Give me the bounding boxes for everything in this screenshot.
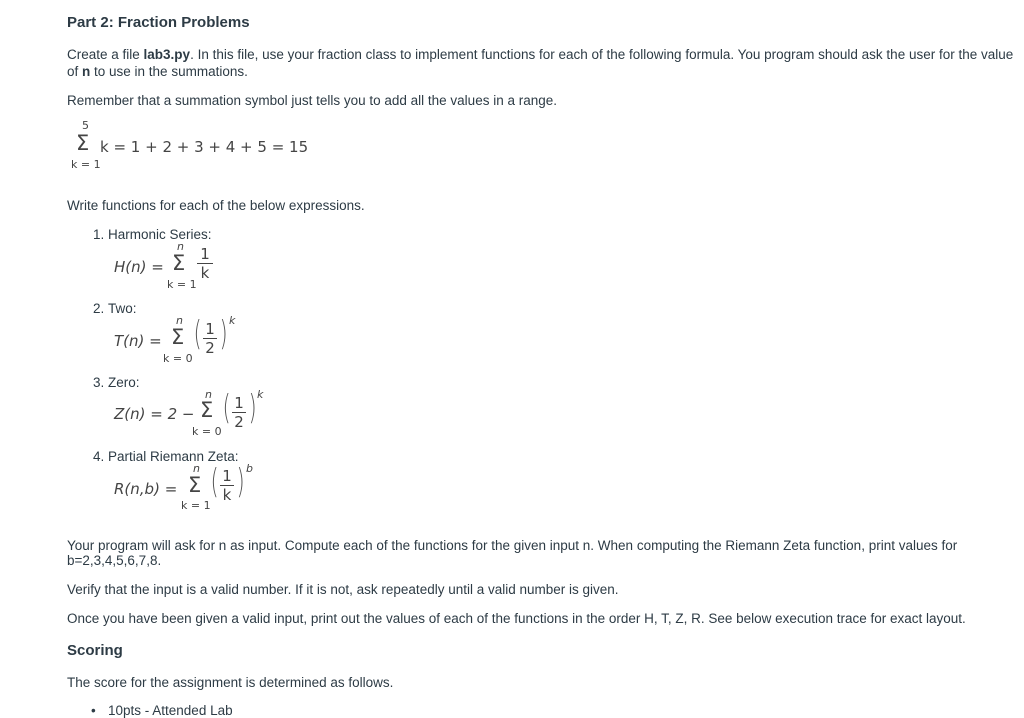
intro-filename: lab3.py <box>143 47 191 62</box>
formula-lhs: R(n,b) = <box>114 480 178 498</box>
fraction-denominator: 2 <box>232 412 246 431</box>
program-text-line-2: b=2,3,4,5,6,7,8. <box>67 553 162 568</box>
item-label: Harmonic Series: <box>108 227 212 242</box>
sigma-symbol: Σ <box>200 398 214 422</box>
intro-var-n: n <box>82 64 91 79</box>
item-number: 2. <box>93 301 105 316</box>
item-label: Two: <box>108 301 137 316</box>
fraction <box>203 320 217 357</box>
exponent: k <box>257 388 264 401</box>
fraction-numerator: 1 <box>205 320 215 338</box>
formula-lhs: Z(n) = 2 − <box>114 405 195 423</box>
fraction <box>220 467 234 504</box>
sigma-symbol: Σ <box>188 473 202 497</box>
fraction-numerator: 1 <box>222 467 232 485</box>
sum-upper: n <box>176 314 183 327</box>
item-number: 1. <box>93 227 105 242</box>
sum-upper: n <box>193 462 200 475</box>
once-text: Once you have been given a valid input, print out the values of each of the functions in the order H, T, Z, R. See below execution trace for exact layout. <box>67 611 966 626</box>
item-number: 4. <box>93 449 105 464</box>
intro-text-a: Create a file <box>67 47 144 62</box>
left-paren: ( <box>193 314 202 354</box>
sigma-symbol: Σ <box>76 131 90 155</box>
sum-lower: k = 0 <box>163 352 193 365</box>
right-paren: ) <box>248 388 257 428</box>
intro-text-c: of <box>67 64 83 79</box>
exponent: k <box>229 314 236 327</box>
item-label: Partial Riemann Zeta: <box>108 449 239 464</box>
fraction-denominator: k <box>220 485 234 504</box>
scoring-item: 10pts - Attended Lab <box>108 703 233 718</box>
formula-lhs: H(n) = <box>114 258 164 276</box>
item-number: 3. <box>93 375 105 390</box>
sum-lower: k = 1 <box>181 499 211 512</box>
sum-upper: n <box>205 388 212 401</box>
sum-lower: k = 1 <box>167 278 197 291</box>
remember-text: Remember that a summation symbol just tells you to add all the values in a range. <box>67 93 557 108</box>
fraction <box>197 245 213 282</box>
intro-text-d: to use in the summations. <box>90 64 248 79</box>
program-text-line-1: Your program will ask for n as input. Compute each of the functions for the given input n. When computing the Riemann Zeta function, print values for <box>67 538 958 553</box>
right-paren: ) <box>219 314 228 354</box>
exponent: b <box>246 462 253 475</box>
fraction <box>232 394 246 431</box>
write-functions-text: Write functions for each of the below expressions. <box>67 198 365 213</box>
left-paren: ( <box>210 462 219 502</box>
sigma-symbol: Σ <box>171 325 185 349</box>
intro-text-b: . In this file, use your fraction class to implement functions for each of the following formula. You program should ask the user for the value <box>190 47 1014 62</box>
intro-line-2 <box>67 64 248 79</box>
sum-upper: n <box>177 240 184 253</box>
item-label: Zero: <box>108 375 140 390</box>
example-lower: k = 1 <box>71 158 101 171</box>
list-bullet: • <box>91 703 96 718</box>
right-paren: ) <box>236 462 245 502</box>
scoring-intro: The score for the assignment is determined as follows. <box>67 675 394 690</box>
sum-lower: k = 0 <box>192 425 222 438</box>
sigma-symbol: Σ <box>172 251 186 275</box>
formula-lhs: T(n) = <box>114 332 162 350</box>
scoring-heading: Scoring <box>67 642 123 659</box>
fraction-denominator: k <box>197 263 213 282</box>
example-body: k = 1 + 2 + 3 + 4 + 5 = 15 <box>100 138 309 156</box>
fraction-numerator: 1 <box>200 245 210 263</box>
fraction-denominator: 2 <box>203 338 217 357</box>
verify-text: Verify that the input is a valid number. If it is not, ask repeatedly until a valid number is given. <box>67 582 619 597</box>
fraction-numerator: 1 <box>234 394 244 412</box>
left-paren: ( <box>222 388 231 428</box>
example-upper: 5 <box>82 119 89 132</box>
section-title: Part 2: Fraction Problems <box>67 14 250 31</box>
intro-line-1 <box>67 47 1013 62</box>
